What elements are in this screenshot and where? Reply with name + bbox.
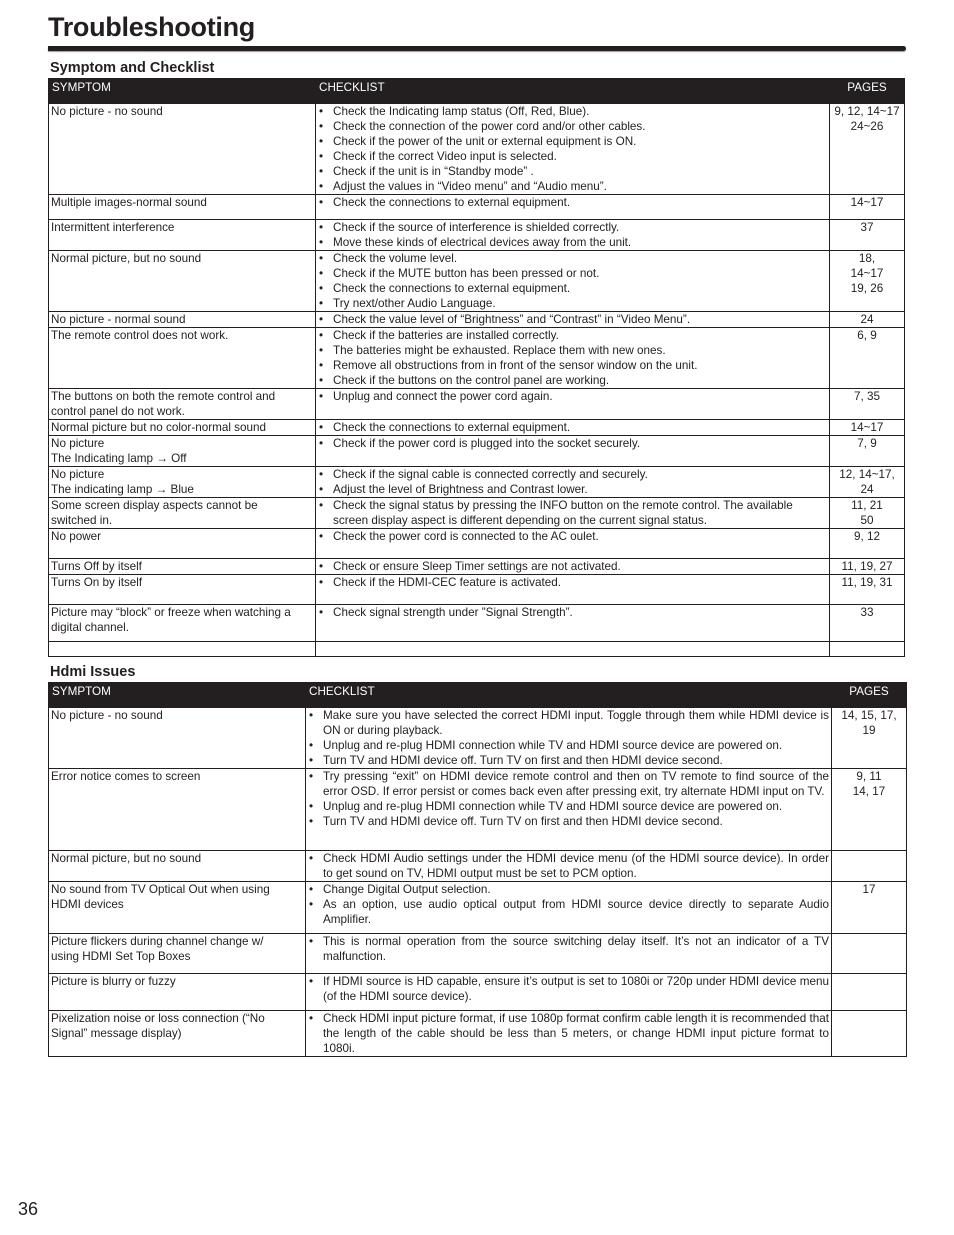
checklist-item: • Remove all obstructions from in front of the sensor window on the unit.: [318, 358, 827, 373]
page-title: Troubleshooting: [48, 12, 255, 42]
table-row: [49, 529, 905, 559]
symptom-cell: [49, 974, 306, 1011]
table-row: [49, 420, 905, 436]
checklist-item: • Check the value level of “Brightness” and “Contrast” in “Video Menu”.: [318, 312, 827, 327]
symptom-text: Picture flickers during channel change w/: [51, 935, 264, 948]
checklist-cell: [316, 195, 830, 220]
checklist-item: • Try pressing “exit” on HDMI device remote control and then on TV remote to find source of the error OSD. If error persist or comes back even after pressing exit, try alternate HDMI input on TV.: [308, 769, 829, 799]
symptom-text: Intermittent interference: [51, 221, 175, 234]
table-row: [49, 104, 905, 195]
checklist: [318, 529, 827, 544]
checklist-cell: [306, 851, 832, 882]
checklist: [318, 251, 827, 311]
checklist-cell: [316, 420, 830, 436]
symptom-checklist-table: [48, 78, 905, 657]
checklist: [308, 1011, 829, 1056]
checklist-item: • Check the volume level.: [318, 251, 827, 266]
checklist-item: • Check HDMI Audio settings under the HDMI device menu (of the HDMI source device). In order to get sound on TV, HDMI output must be set to PCM option.: [308, 851, 829, 881]
symptom-text: Pixelization noise or loss connection (“No: [51, 1012, 265, 1025]
symptom-text: using HDMI Set Top Boxes: [51, 950, 191, 963]
checklist-cell: [316, 312, 830, 328]
column-header-pages: PAGES: [830, 79, 905, 104]
checklist-item: • Check signal strength under ”Signal Strength”.: [318, 605, 827, 620]
symptom-text: The buttons on both the remote control and: [51, 390, 276, 403]
table-row: [49, 934, 907, 974]
page-reference: 14~17: [850, 267, 884, 280]
pages-cell: [832, 1011, 907, 1057]
checklist-item: • Move these kinds of electrical devices away from the unit.: [318, 235, 827, 250]
table-row: [49, 769, 907, 851]
symptom-text: No sound from TV Optical Out when using: [51, 883, 270, 896]
checklist-cell: [306, 1011, 832, 1057]
checklist-item: • Adjust the values in “Video menu” and “Audio menu”.: [318, 179, 827, 194]
checklist: [318, 195, 827, 210]
checklist-item: • Check or ensure Sleep Timer settings are not activated.: [318, 559, 827, 574]
section-heading-symptom-checklist: Symptom and Checklist: [50, 60, 215, 76]
symptom-text: HDMI devices: [51, 898, 124, 911]
checklist-cell: [306, 708, 832, 769]
symptom-text: Normal picture, but no sound: [51, 852, 202, 865]
page-reference: 24~26: [850, 120, 884, 133]
symptom-text: The indicating lamp → Blue: [51, 483, 194, 496]
table-header-row: [49, 79, 905, 104]
pages-cell: [832, 851, 907, 882]
symptom-text: Turns On by itself: [51, 576, 143, 589]
symptom-text: Multiple images-normal sound: [51, 196, 207, 209]
checklist-cell: [316, 220, 830, 251]
pages-cell: [830, 251, 905, 312]
checklist-item: • Unplug and re-plug HDMI connection while TV and HDMI source device are powered on.: [308, 799, 829, 814]
checklist: [318, 104, 827, 194]
symptom-text: switched in.: [51, 514, 113, 527]
checklist-cell: [316, 104, 830, 195]
checklist-cell: [316, 529, 830, 559]
symptom-cell: [49, 251, 316, 312]
table-row: [49, 328, 905, 389]
checklist-cell: [316, 559, 830, 575]
page-reference: 11, 19, 27: [841, 560, 893, 573]
checklist: [308, 934, 829, 964]
symptom-text: No picture - normal sound: [51, 313, 186, 326]
column-header-symptom: SYMPTOM: [49, 683, 306, 708]
column-header-checklist: CHECKLIST: [306, 683, 832, 708]
symptom-text: Error notice comes to screen: [51, 770, 201, 783]
table-row: [49, 436, 905, 467]
pages-cell: [830, 436, 905, 467]
symptom-text: The remote control does not work.: [51, 329, 229, 342]
symptom-cell: [49, 605, 316, 642]
pages-cell: [830, 498, 905, 529]
page-reference: 11, 19, 31: [841, 576, 893, 589]
table-row: [49, 882, 907, 934]
checklist: [308, 708, 829, 768]
checklist-item: • Check if the signal cable is connected correctly and securely.: [318, 467, 827, 482]
symptom-cell: [49, 328, 316, 389]
checklist-item: • Check the connection of the power cord and/or other cables.: [318, 119, 827, 134]
symptom-text: No picture - no sound: [51, 105, 163, 118]
checklist: [318, 575, 827, 590]
symptom-cell: [49, 220, 316, 251]
column-header-pages: PAGES: [832, 683, 907, 708]
symptom-cell: [49, 420, 316, 436]
symptom-text: Turns Off by itself: [51, 560, 142, 573]
checklist-cell: [316, 389, 830, 420]
page-reference: 19, 26: [850, 282, 884, 295]
checklist-item: • Turn TV and HDMI device off. Turn TV on first and then HDMI device second.: [308, 814, 829, 829]
pages-cell: [832, 934, 907, 974]
checklist: [318, 328, 827, 388]
checklist-item: • Check the connections to external equipment.: [318, 281, 827, 296]
checklist-item: • Check if the buttons on the control panel are working.: [318, 373, 827, 388]
checklist-cell: [306, 769, 832, 851]
table-row: [49, 498, 905, 529]
checklist-item: • Check if the power cord is plugged into the socket securely.: [318, 436, 827, 451]
symptom-cell: [49, 769, 306, 851]
pages-cell: [830, 389, 905, 420]
checklist-cell: [316, 436, 830, 467]
checklist-item: • The batteries might be exhausted. Replace them with new ones.: [318, 343, 827, 358]
checklist: [318, 389, 827, 404]
checklist-item: • Turn TV and HDMI device off. Turn TV on first and then HDMI device second.: [308, 753, 829, 768]
table-row: [49, 389, 905, 420]
page-reference: 7, 35: [854, 390, 880, 403]
symptom-text: Normal picture, but no sound: [51, 252, 202, 265]
symptom-text: Picture may “block” or freeze when watching a: [51, 606, 291, 619]
symptom-cell: [49, 529, 316, 559]
pages-cell: [830, 312, 905, 328]
table-row: [49, 575, 905, 605]
page-reference: 11, 21: [851, 499, 883, 512]
checklist-item: • Check the connections to external equipment.: [318, 420, 827, 435]
checklist: [318, 498, 827, 528]
pages-cell: [830, 642, 905, 657]
checklist: [308, 851, 829, 881]
pages-cell: [832, 882, 907, 934]
page-reference: 9, 11: [856, 770, 882, 783]
checklist-item: • As an option, use audio optical output from HDMI source device directly to separate Audio Amplifier.: [308, 897, 829, 927]
column-header-symptom: SYMPTOM: [49, 79, 316, 104]
table-header-row: [49, 683, 907, 708]
checklist-item: • Check if the power of the unit or external equipment is ON.: [318, 134, 827, 149]
page-reference: 6, 9: [857, 329, 877, 342]
symptom-cell: [49, 882, 306, 934]
symptom-text: No picture - no sound: [51, 709, 163, 722]
page-reference: 9, 12, 14~17: [834, 105, 900, 118]
symptom-text: No power: [51, 530, 102, 543]
page-reference: 14, 17: [852, 785, 886, 798]
symptom-text: The Indicating lamp → Off: [51, 452, 187, 465]
pages-cell: [830, 575, 905, 605]
checklist-cell: [306, 882, 832, 934]
checklist: [318, 467, 827, 497]
pages-cell: [830, 605, 905, 642]
table-row: [49, 467, 905, 498]
table-row: [49, 251, 905, 312]
column-header-checklist: CHECKLIST: [316, 79, 830, 104]
page-reference: 33: [860, 606, 874, 619]
checklist: [318, 559, 827, 574]
checklist-cell: [316, 605, 830, 642]
symptom-cell: [49, 851, 306, 882]
table-row: [49, 708, 907, 769]
pages-cell: [832, 708, 907, 769]
page-reference: 50: [860, 514, 874, 527]
checklist-item: • This is normal operation from the source switching delay itself. It’s not an indicator of a TV malfunction.: [308, 934, 829, 964]
symptom-cell: [49, 104, 316, 195]
hdmi-issues-table: [48, 682, 907, 1057]
checklist-item: • Try next/other Audio Language.: [318, 296, 827, 311]
checklist-item: • Unplug and re-plug HDMI connection while TV and HDMI source device are powered on.: [308, 738, 829, 753]
page-number: 36: [18, 1199, 39, 1219]
page-reference: 18,: [858, 252, 876, 265]
page-reference: 9, 12: [854, 530, 880, 543]
table-row: [49, 851, 907, 882]
checklist-item: • Check if the source of interference is shielded correctly.: [318, 220, 827, 235]
symptom-cell: [49, 312, 316, 328]
checklist-item: • Check the signal status by pressing the INFO button on the remote control. The available screen display aspect is different depending on the current signal status.: [318, 498, 827, 528]
checklist-cell: [316, 328, 830, 389]
symptom-cell: [49, 708, 306, 769]
page-reference: 19: [862, 724, 876, 737]
symptom-text: No picture: [51, 437, 105, 450]
page-reference: 14~17: [850, 421, 884, 434]
pages-cell: [830, 529, 905, 559]
checklist: [318, 605, 827, 620]
symptom-cell: [49, 467, 316, 498]
symptom-text: Some screen display aspects cannot be: [51, 499, 258, 512]
checklist-cell: [316, 575, 830, 605]
symptom-cell: [49, 642, 316, 657]
checklist-cell: [316, 251, 830, 312]
symptom-cell: [49, 934, 306, 974]
page-reference: 12, 14~17,: [839, 468, 895, 481]
checklist: [318, 312, 827, 327]
checklist-item: • Unplug and connect the power cord again.: [318, 389, 827, 404]
page-reference: 24: [860, 313, 874, 326]
pages-cell: [830, 420, 905, 436]
checklist-cell: [316, 498, 830, 529]
checklist: [318, 220, 827, 250]
checklist: [308, 974, 829, 1004]
pages-cell: [832, 974, 907, 1011]
symptom-cell: [49, 1011, 306, 1057]
pages-cell: [830, 220, 905, 251]
page-reference: 17: [862, 883, 876, 896]
pages-cell: [832, 769, 907, 851]
page-reference: 7, 9: [857, 437, 877, 450]
page-reference: 37: [860, 221, 874, 234]
checklist-item: • Change Digital Output selection.: [308, 882, 829, 897]
checklist: [308, 882, 829, 927]
checklist-item: • Check HDMI input picture format, if use 1080p format confirm cable length it is recommended that the length of the cable should be less than 5 meters, or change HDMI input picture format to 1080i.: [308, 1011, 829, 1056]
symptom-cell: [49, 195, 316, 220]
pages-cell: [830, 195, 905, 220]
table-row: [49, 642, 905, 657]
table-row: [49, 605, 905, 642]
table-row: [49, 559, 905, 575]
checklist-cell: [316, 467, 830, 498]
checklist-item: • Make sure you have selected the correct HDMI input. Toggle through them while HDMI device is ON or during playback.: [308, 708, 829, 738]
table-row: [49, 1011, 907, 1057]
title-rule: [48, 46, 906, 51]
checklist-item: • Check the Indicating lamp status (Off, Red, Blue).: [318, 104, 827, 119]
table-row: [49, 974, 907, 1011]
checklist-item: • Adjust the level of Brightness and Contrast lower.: [318, 482, 827, 497]
pages-cell: [830, 328, 905, 389]
symptom-text: Picture is blurry or fuzzy: [51, 975, 176, 988]
symptom-text: Normal picture but no color-normal sound: [51, 421, 267, 434]
pages-cell: [830, 559, 905, 575]
table-row: [49, 195, 905, 220]
page-reference: 14, 15, 17,: [841, 709, 897, 722]
checklist-item: • Check if the unit is in “Standby mode” .: [318, 164, 827, 179]
symptom-text: No picture: [51, 468, 105, 481]
checklist-item: • Check if the batteries are installed correctly.: [318, 328, 827, 343]
checklist-item: • Check the power cord is connected to the AC oulet.: [318, 529, 827, 544]
section-heading-hdmi-issues: Hdmi Issues: [50, 664, 136, 680]
symptom-cell: [49, 436, 316, 467]
table-row: [49, 312, 905, 328]
checklist-item: • Check if the correct Video input is selected.: [318, 149, 827, 164]
symptom-cell: [49, 498, 316, 529]
symptom-cell: [49, 559, 316, 575]
page-reference: 24: [860, 483, 874, 496]
checklist-item: • Check if the MUTE button has been pressed or not.: [318, 266, 827, 281]
pages-cell: [830, 467, 905, 498]
pages-cell: [830, 104, 905, 195]
checklist-cell: [316, 642, 830, 657]
checklist-cell: [306, 934, 832, 974]
checklist-item: • Check the connections to external equipment.: [318, 195, 827, 210]
checklist-item: • If HDMI source is HD capable, ensure it’s output is set to 1080i or 720p under HDMI device menu (of the HDMI source device).: [308, 974, 829, 1004]
checklist: [318, 420, 827, 435]
symptom-cell: [49, 389, 316, 420]
checklist-item: • Check if the HDMI-CEC feature is activated.: [318, 575, 827, 590]
checklist: [318, 436, 827, 451]
symptom-text: digital channel.: [51, 621, 129, 634]
checklist-cell: [306, 974, 832, 1011]
symptom-text: control panel do not work.: [51, 405, 185, 418]
page-reference: 14~17: [850, 196, 884, 209]
checklist: [308, 769, 829, 829]
symptom-cell: [49, 575, 316, 605]
symptom-text: Signal” message display): [51, 1027, 182, 1040]
table-row: [49, 220, 905, 251]
